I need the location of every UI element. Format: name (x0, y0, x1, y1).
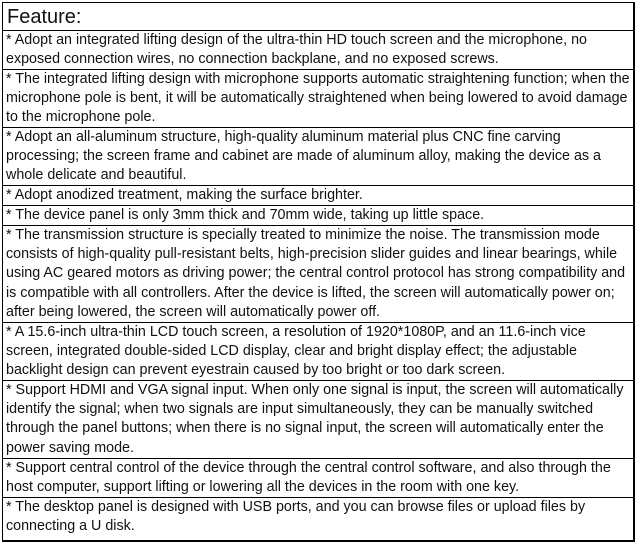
feature-row: * The device panel is only 3mm thick and 70mm wide, taking up little space. (3, 206, 633, 226)
feature-row: * Support HDMI and VGA signal input. When only one signal is input, the screen will automatically identify the signal; when two signals are input simultaneously, they can be manually switched through the panel buttons; when there is no signal input, the screen will automatically enter the power saving mode. (3, 381, 633, 459)
feature-row: * The desktop panel is designed with USB ports, and you can browse files or upload files by connecting a U disk. (6, 499, 586, 535)
feature-row: * The transmission structure is specially treated to minimize the noise. The transmission mode consists of high-quality pull-resistant belts, high-precision slider guides and linear bearings, while using AC geared motors as driving power; the central control protocol has strong compatibility and is compatible with all controllers. After the device is lifted, the screen will automatically power on; after being lowered, the screen will automatically power off. (3, 226, 633, 323)
feature-table (2, 2, 635, 542)
feature-row: * The integrated lifting design with microphone supports automatic straightening function; when the microphone pole is bent, it will be automatically straightened when being lowered to avoid damage to the microphone pole. (3, 70, 633, 128)
feature-row: * A 15.6-inch ultra-thin LCD touch screen, a resolution of 1920*1080P, and an 11.6-inch vice screen, integrated double-sided LCD display, clear and bright display effect; the adjustable backlight design can prevent eyestrain caused by too bright or too dark screen. (3, 323, 633, 381)
feature-row: * Support central control of the device through the central control software, and also through the host computer, support lifting or lowering all the devices in the room with one key. (3, 459, 633, 498)
feature-heading: Feature: (3, 3, 633, 31)
feature-row: * Adopt an all-aluminum structure, high-quality aluminum material plus CNC fine carving processing; the screen frame and cabinet are made of aluminum alloy, making the device as a whole delicate and beautiful. (3, 128, 633, 186)
feature-row: * Adopt an integrated lifting design of the ultra-thin HD touch screen and the microphone, no exposed connection wires, no connection backplane, and no exposed screws. (3, 31, 633, 70)
feature-row: * Adopt anodized treatment, making the surface brighter. (3, 186, 633, 206)
